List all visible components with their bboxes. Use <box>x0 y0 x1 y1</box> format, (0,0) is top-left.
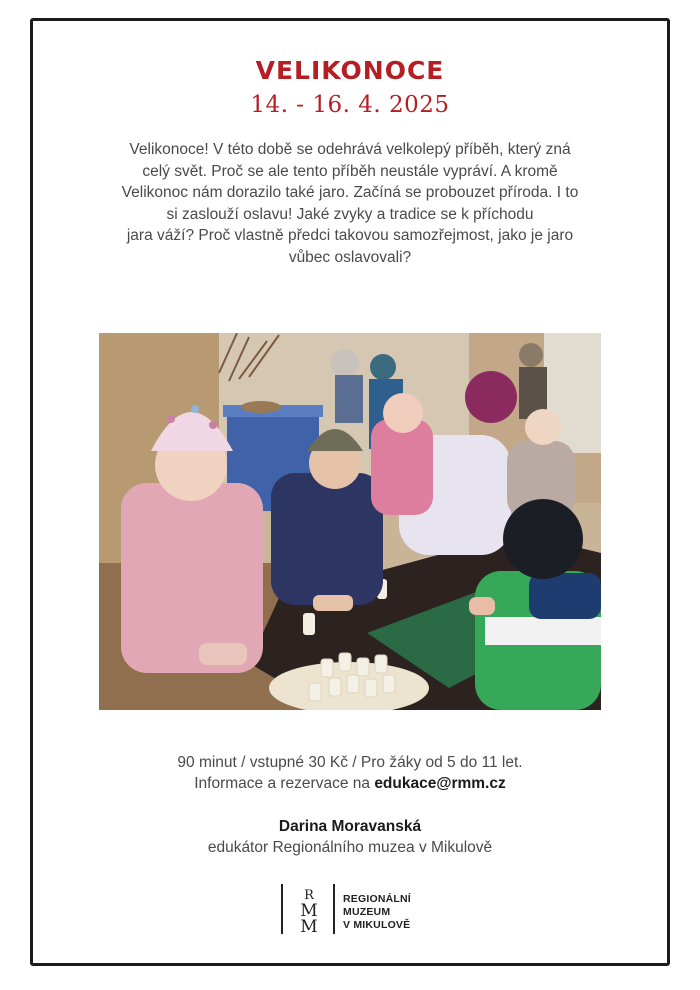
educator-name: Darina Moravanská <box>278 818 422 835</box>
rmm-monogram-icon <box>289 884 329 934</box>
intro-line: si zaslouží oslavu! Jaké zvyky a tradice se k příchodu <box>166 205 534 223</box>
museum-name <box>343 893 411 932</box>
museum-logo <box>281 884 431 936</box>
contact-text: Informace a rezervace na <box>194 775 375 792</box>
intro-line: vůbec oslavovali? <box>288 248 412 266</box>
museum-name-line: MUZEUM <box>343 906 391 918</box>
educator-role: edukátor Regionálního muzea v Mikulově <box>207 839 493 856</box>
svg-text:R: R <box>304 888 314 903</box>
details-line: 90 minut / vstupné 30 Kč / Pro žáky od 5 do 11 let. <box>177 754 523 771</box>
logo-divider <box>333 884 335 934</box>
museum-name-line: REGIONÁLNÍ <box>343 893 411 905</box>
intro-text <box>108 139 592 268</box>
contact-line <box>0 773 700 794</box>
event-details <box>0 752 700 794</box>
intro-line: Velikonoc nám dorazilo také jaro. Začíná se probouzet příroda. I to <box>121 184 579 201</box>
museum-name-line: V MIKULOVĚ <box>343 919 411 931</box>
logo-divider <box>281 884 283 934</box>
intro-line: jara váží? Proč vlastně předci takovou samozřejmost, jako je jaro <box>126 227 574 244</box>
email-link[interactable]: edukace@rmm.cz <box>374 775 506 792</box>
intro-line: celý svět. Proč se ale tento příběh neustále vypráví. A kromě <box>142 162 558 180</box>
intro-line: Velikonoce! V této době se odehrává velkolepý příběh, který zná <box>129 141 571 158</box>
svg-text:M: M <box>300 917 318 934</box>
page-title: VELIKONOCE <box>255 56 445 85</box>
event-date: 14. - 16. 4. 2025 <box>250 92 450 118</box>
workshop-photo <box>99 333 601 710</box>
svg-text:M: M <box>300 901 318 921</box>
